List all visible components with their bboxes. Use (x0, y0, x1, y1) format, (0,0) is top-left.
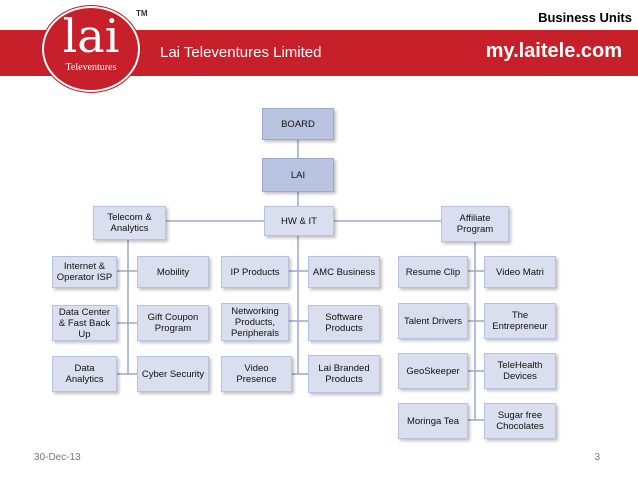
org-node-lai: LAI (262, 158, 334, 192)
org-node-lai-branded-products: Lai Branded Products (308, 355, 380, 393)
org-node-video-presence: Video Presence (221, 356, 292, 392)
org-node-ip-products: IP Products (221, 256, 289, 288)
trademark-mark: TM (136, 9, 148, 18)
org-node-internet-operator-isp: Internet & Operator ISP (52, 256, 117, 288)
org-node-data-center: Data Center & Fast Back Up (52, 305, 117, 341)
page-number: 3 (594, 452, 600, 463)
org-node-networking-products: Networking Products, Peripherals (221, 303, 289, 341)
org-node-sugar-free-chocolates: Sugar free Chocolates (484, 403, 556, 439)
org-node-geoskeeper: GeoSkeeper (398, 353, 468, 389)
logo-subtext: Televentures (65, 62, 117, 73)
org-node-video-matri: Video Matri (484, 256, 556, 288)
org-node-resume-clip: Resume Clip (398, 256, 468, 288)
org-node-software-products: Software Products (308, 305, 380, 341)
company-name: Lai Televentures Limited (160, 44, 322, 61)
website-url: my.laitele.com (485, 40, 622, 62)
org-node-talent-drivers: Talent Drivers (398, 303, 468, 339)
org-node-mobility: Mobility (137, 256, 209, 288)
org-node-telecom-analytics: Telecom & Analytics (93, 206, 166, 240)
org-node-affiliate-program: Affiliate Program (441, 206, 509, 242)
slide-title: Business Units (538, 10, 632, 25)
org-node-gift-coupon-program: Gift Coupon Program (137, 305, 209, 341)
logo-text: lai (62, 9, 120, 63)
org-node-the-entrepreneur: The Entrepreneur (484, 303, 556, 339)
org-node-amc-business: AMC Business (308, 256, 380, 288)
org-node-moringa-tea: Moringa Tea (398, 403, 468, 439)
org-node-cyber-security: Cyber Security (137, 356, 209, 392)
org-node-hw-it: HW & IT (264, 206, 334, 236)
org-node-board: BOARD (262, 108, 334, 140)
org-node-telehealth-devices: TeleHealth Devices (484, 353, 556, 389)
footer-date: 30-Dec-13 (34, 452, 81, 463)
org-node-data-analytics: Data Analytics (52, 356, 117, 392)
